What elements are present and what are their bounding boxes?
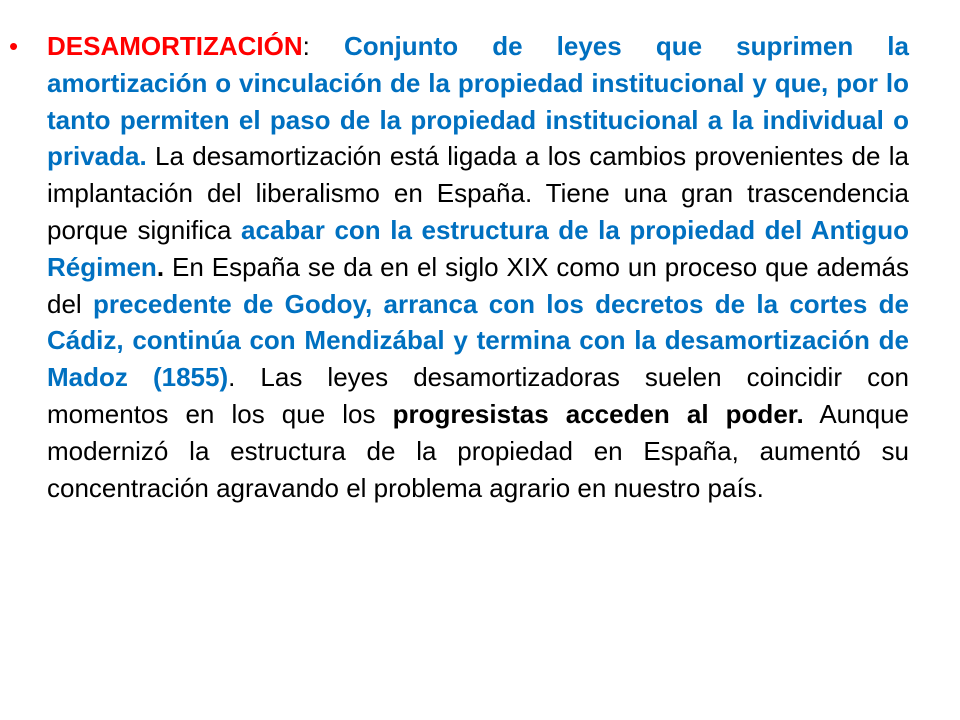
bold-progresistas: progresistas acceden al poder. [392, 398, 804, 429]
body-text-3: . Las leyes desamortizadoras suelen coincidir con momentos en los que los [47, 362, 909, 429]
period-mark: . [156, 251, 165, 282]
highlight-old-regime: acabar con la estructura de la propiedad del Antiguo Régimen [47, 214, 909, 282]
term-colon: : [302, 31, 345, 61]
bullet-icon: • [9, 31, 19, 61]
body-text-2: En España se da en el siglo XIX como un proceso que además del [47, 251, 909, 319]
body-text-1: La desamortización está ligada a los cambios provenientes de la implantación del liberalismo en España. Tiene una gran trascendencia porque significa [47, 141, 909, 245]
highlight-process: precedente de Godoy, arranca con los decretos de la cortes de Cádiz, continúa con Mendizábal y termina con la desamortización de Madoz (1855) [47, 288, 909, 393]
bullet-paragraph [9, 28, 909, 506]
term-title: DESAMORTIZACIÓN [47, 31, 303, 61]
body-text-4: Aunque modernizó la estructura de la propiedad en España, aumentó su concentración agravando el problema agrario en nuestro país. [47, 398, 909, 503]
term-definition: Conjunto de leyes que suprimen la amortización o vinculación de la propiedad institucional y que, por lo tanto permiten el paso de la propiedad institucional a la individual o privada. [47, 31, 909, 172]
